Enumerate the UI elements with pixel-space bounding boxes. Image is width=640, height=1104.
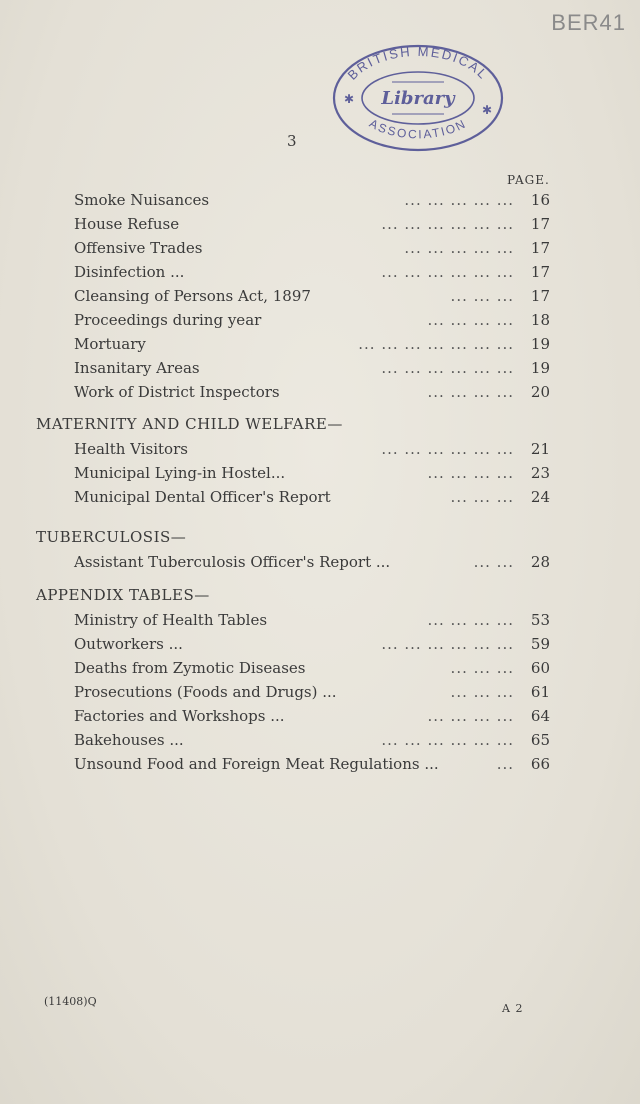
toc-entry-label: Ministry of Health Tables	[74, 611, 268, 629]
toc-entry	[74, 284, 550, 308]
toc-entry	[74, 332, 550, 356]
toc-entry	[74, 680, 550, 704]
toc-entry	[74, 485, 550, 509]
toc-entry-label: Disinfection ...	[74, 263, 185, 281]
toc-entry-page: 21	[530, 440, 550, 458]
toc-entry-page: 17	[530, 263, 550, 281]
leader-dots: ... ... ... ... ...	[404, 239, 514, 257]
leader-dots: ... ... ... ...	[427, 311, 514, 329]
toc-entry	[74, 188, 550, 212]
toc-entry	[74, 608, 550, 632]
toc-entry	[74, 704, 550, 728]
toc-entry	[74, 308, 550, 332]
leader-dots: ... ... ...	[450, 659, 514, 677]
toc-entry-page: 65	[530, 731, 550, 749]
star-icon: ✱	[482, 103, 493, 117]
toc-entry-page: 59	[530, 635, 550, 653]
stamp-bottom-text: ASSOCIATION	[366, 116, 470, 142]
toc-entry-label: Smoke Nuisances	[74, 191, 210, 209]
leader-dots: ... ... ...	[450, 488, 514, 506]
toc-entry-page: 20	[530, 383, 550, 401]
toc-entry	[74, 752, 550, 776]
leader-dots: ... ... ... ... ... ...	[381, 635, 514, 653]
toc-entry-label: Prosecutions (Foods and Drugs) ...	[74, 683, 337, 701]
svg-text:ASSOCIATION	[367, 116, 469, 141]
toc-entry-label: Insanitary Areas	[74, 359, 200, 377]
leader-dots: ... ... ... ... ... ...	[381, 359, 514, 377]
signature-mark: A 2	[502, 1002, 524, 1015]
toc-entry-page: 61	[530, 683, 550, 701]
toc-entry	[74, 461, 550, 485]
leader-dots: ...	[496, 755, 514, 773]
toc-entry-page: 19	[530, 359, 550, 377]
leader-dots: ... ...	[473, 553, 514, 571]
toc-entry-page: 60	[530, 659, 550, 677]
page-column-heading: PAGE.	[507, 173, 550, 187]
printer-code: (11408)Q	[44, 995, 97, 1008]
leader-dots: ... ... ... ...	[427, 611, 514, 629]
leader-dots: ... ... ... ...	[427, 464, 514, 482]
toc-entry-page: 24	[530, 488, 550, 506]
leader-dots: ... ... ... ... ... ...	[381, 215, 514, 233]
toc-entry	[74, 656, 550, 680]
toc-entry	[74, 728, 550, 752]
leader-dots: ... ... ... ... ... ...	[381, 263, 514, 281]
toc-entry-label: Assistant Tuberculosis Officer's Report ...	[74, 553, 391, 571]
library-stamp	[330, 42, 506, 154]
toc-entry	[74, 356, 550, 380]
toc-entry-page: 64	[530, 707, 550, 725]
toc-entry-page: 16	[530, 191, 550, 209]
section-heading: TUBERCULOSIS—	[36, 528, 187, 546]
leader-dots: ... ... ... ...	[427, 383, 514, 401]
svg-text:BRITISH MEDICAL	[345, 44, 492, 83]
toc-entry-page: 28	[530, 553, 550, 571]
toc-entry-label: House Refuse	[74, 215, 180, 233]
toc-entry	[74, 380, 550, 404]
section-heading: APPENDIX TABLES—	[36, 586, 210, 604]
leader-dots: ... ... ... ... ...	[404, 191, 514, 209]
toc-entry	[74, 260, 550, 284]
toc-entry-label: Health Visitors	[74, 440, 188, 458]
toc-entry-page: 53	[530, 611, 550, 629]
toc-entry-label: Deaths from Zymotic Diseases	[74, 659, 306, 677]
leader-dots: ... ... ...	[450, 683, 514, 701]
toc-entry-label: Cleansing of Persons Act, 1897	[74, 287, 311, 305]
toc-entry-page: 18	[530, 311, 550, 329]
leader-dots: ... ... ... ... ... ...	[381, 731, 514, 749]
toc-entry	[74, 212, 550, 236]
toc-entry	[74, 632, 550, 656]
toc-entry-label: Municipal Lying-in Hostel...	[74, 464, 286, 482]
toc-entry-label: Municipal Dental Officer's Report	[74, 488, 331, 506]
toc-entry	[74, 437, 550, 461]
toc-entry-label: Outworkers ...	[74, 635, 183, 653]
toc-entry-page: 17	[530, 239, 550, 257]
toc-entry-label: Factories and Workshops ...	[74, 707, 285, 725]
toc-entry-label: Work of District Inspectors	[74, 383, 280, 401]
toc-entry-label: Unsound Food and Foreign Meat Regulations ...	[74, 755, 439, 773]
toc-entry-page: 17	[530, 215, 550, 233]
stamp-center-text: Library	[381, 88, 455, 109]
handwritten-reference-code: BER41	[551, 10, 626, 35]
section-heading: MATERNITY AND CHILD WELFARE—	[36, 415, 343, 433]
toc-entry-label: Mortuary	[74, 335, 146, 353]
toc-entry	[74, 550, 550, 574]
leader-dots: ... ... ... ... ... ... ...	[358, 335, 514, 353]
leader-dots: ... ... ...	[450, 287, 514, 305]
leader-dots: ... ... ... ...	[427, 707, 514, 725]
leader-dots: ... ... ... ... ... ...	[381, 440, 514, 458]
toc-entry-label: Offensive Trades	[74, 239, 203, 257]
stamp-top-text: BRITISH MEDICAL	[344, 43, 492, 83]
toc-entry-page: 23	[530, 464, 550, 482]
star-icon: ✱	[344, 92, 355, 106]
toc-entry-page: 17	[530, 287, 550, 305]
toc-entry	[74, 236, 550, 260]
toc-entry-page: 19	[530, 335, 550, 353]
toc-entry-label: Bakehouses ...	[74, 731, 184, 749]
page-number: 3	[287, 132, 297, 150]
toc-entry-label: Proceedings during year	[74, 311, 262, 329]
toc-entry-page: 66	[530, 755, 550, 773]
